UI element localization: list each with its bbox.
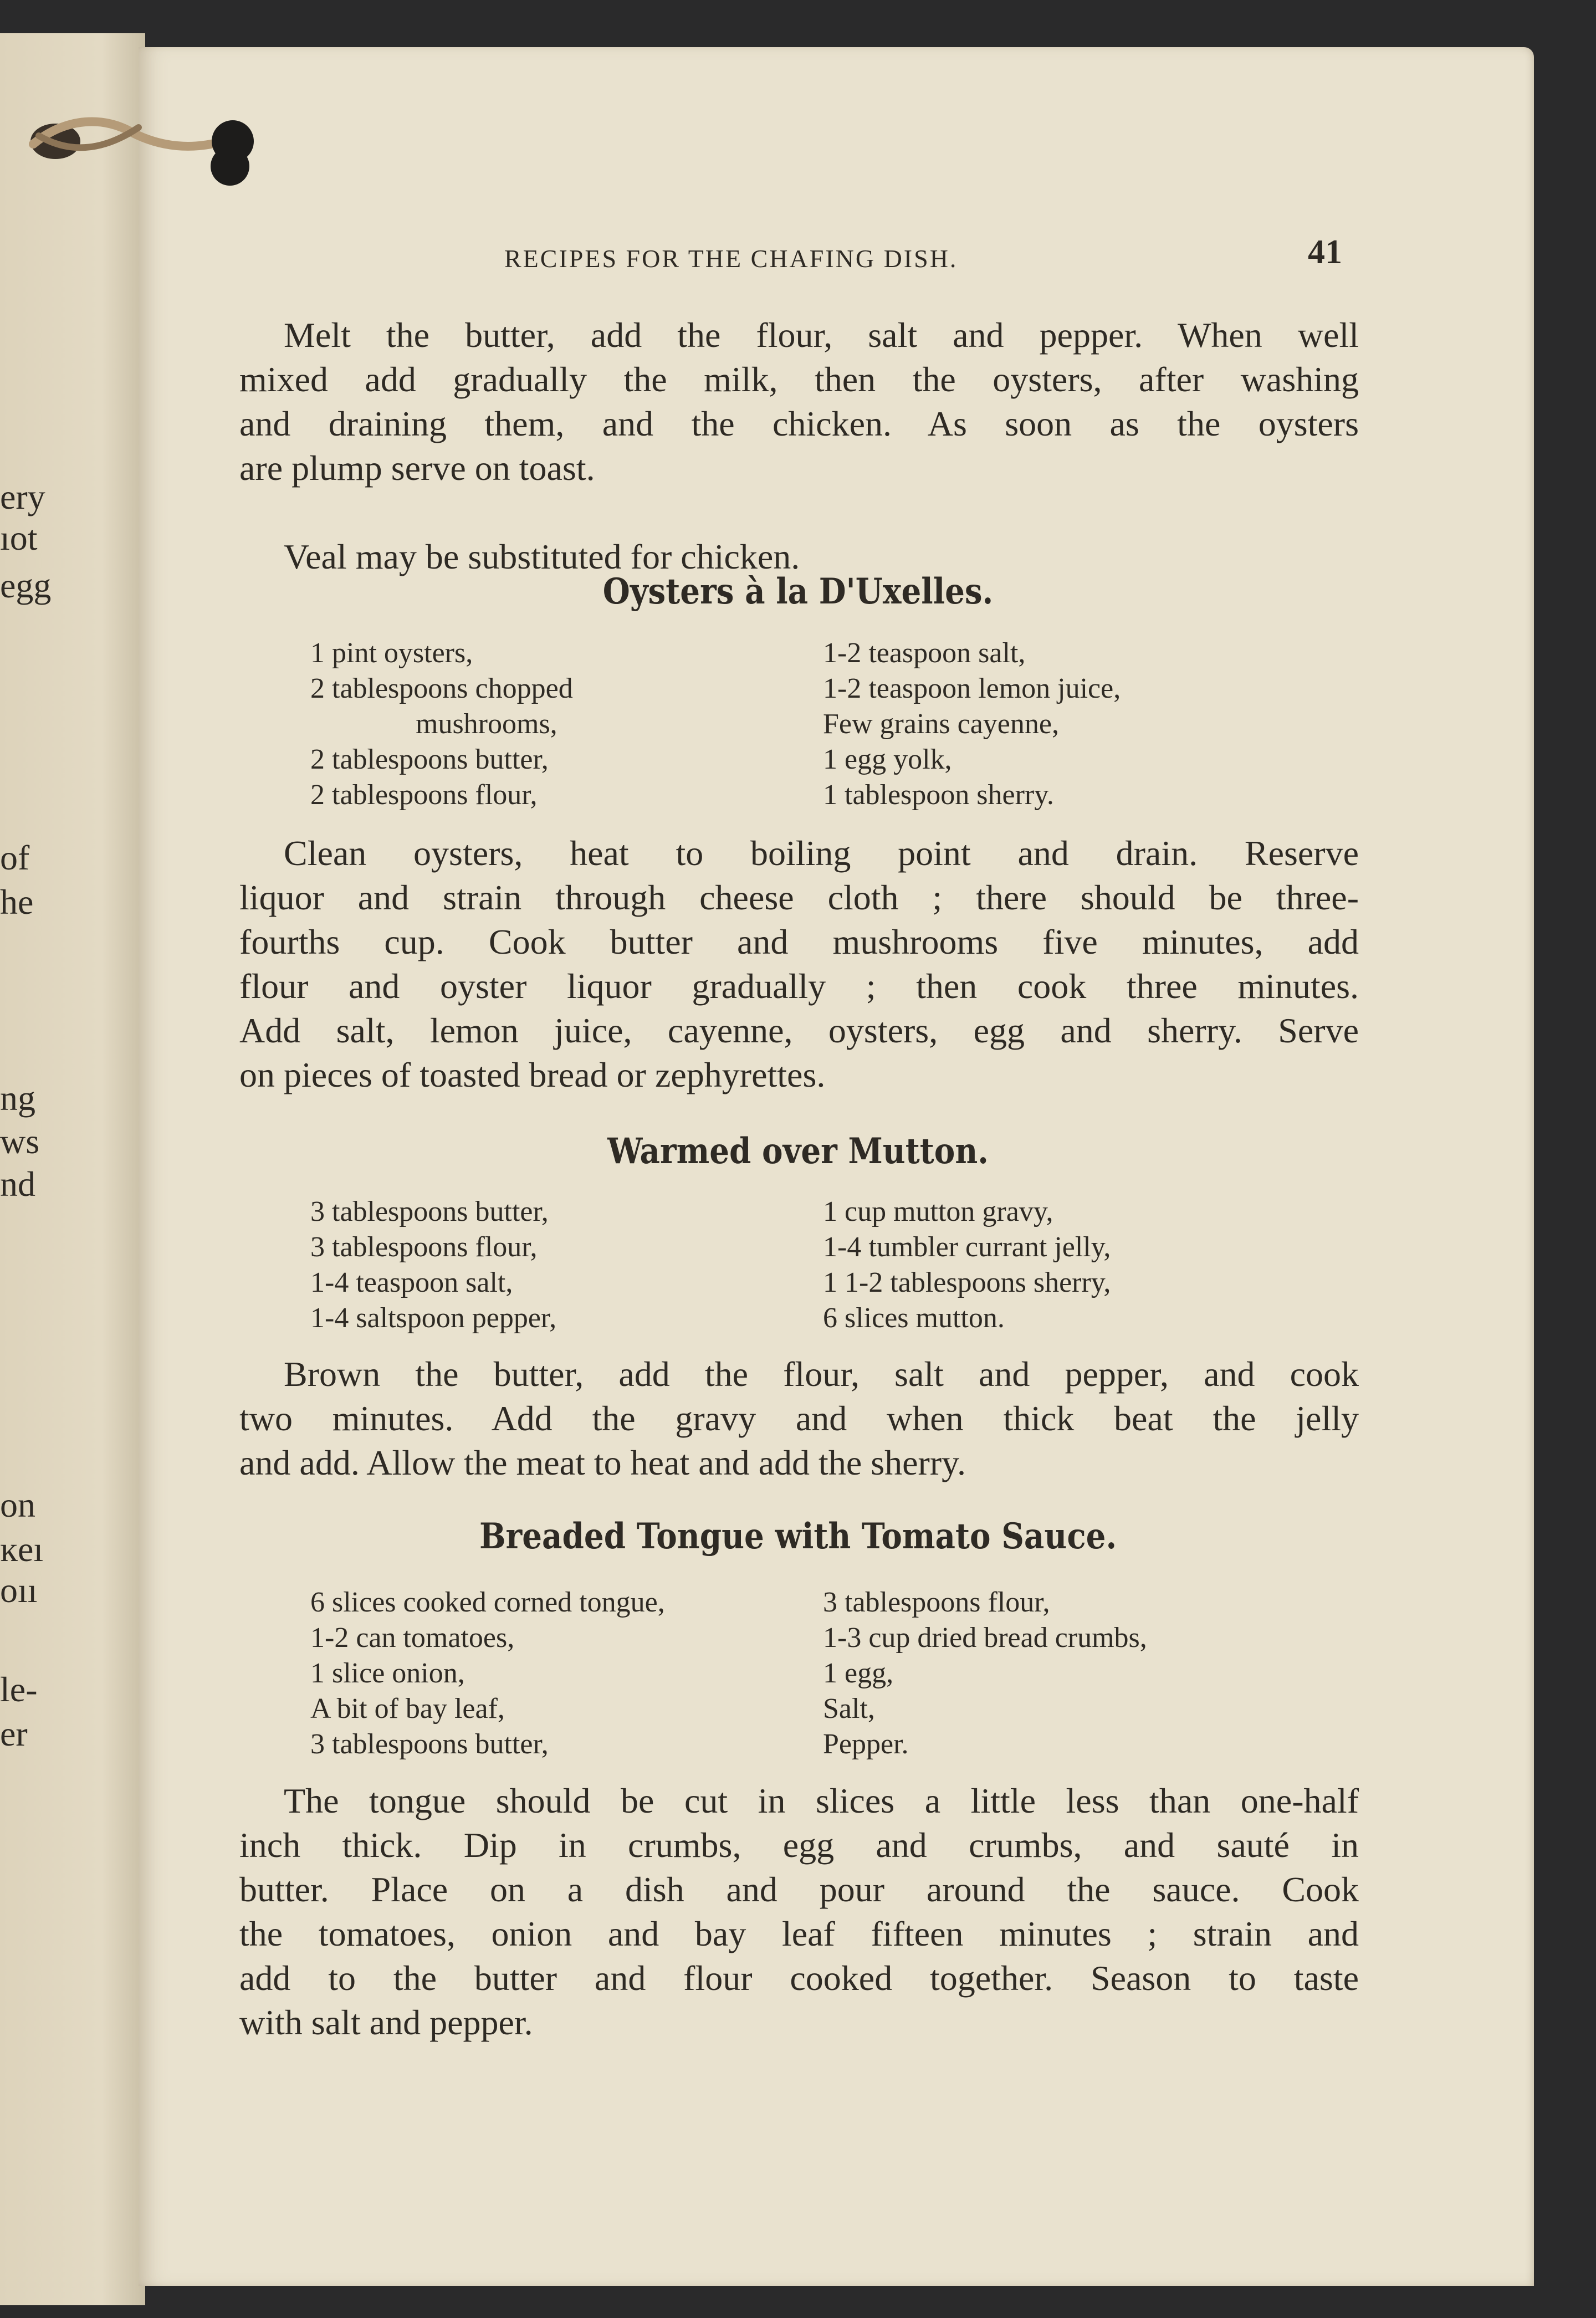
paragraph-line: are plump serve on toast.	[239, 448, 595, 488]
ingredient-item: 3 tablespoons butter,	[310, 1196, 549, 1227]
ingredient-item: 2 tablespoons chopped	[310, 673, 573, 704]
ingredient-item: Few grains cayenne,	[823, 708, 1059, 740]
ingredient-item: 3 tablespoons flour,	[823, 1587, 1050, 1618]
recipe-paragraph	[239, 313, 1359, 490]
ingredient-item: 1 cup mutton gravy,	[823, 1196, 1053, 1227]
ingredient-column-left	[310, 1194, 556, 1336]
ingredient-column-left	[310, 636, 573, 813]
paragraph-line: two minutes. Add the gravy and when thick beat the jelly	[239, 1399, 1359, 1438]
ingredient-item: Pepper.	[823, 1728, 909, 1760]
paragraph-line: with salt and pepper.	[239, 2003, 533, 2042]
ingredient-item: 1-4 tumbler currant jelly,	[823, 1231, 1111, 1263]
left-page-text-fragment: ıot	[0, 518, 38, 558]
left-page-text-fragment: he	[0, 882, 34, 922]
ingredient-item: 1 pint oysters,	[310, 637, 473, 669]
paragraph-line: fourths cup. Cook butter and mushrooms five minutes, add	[239, 922, 1359, 961]
left-page-text-fragment: of	[0, 837, 30, 877]
ingredient-item: 1-4 teaspoon salt,	[310, 1267, 513, 1298]
recipe-paragraph	[239, 1779, 1359, 2045]
ingredient-item: 1-4 saltspoon pepper,	[310, 1302, 557, 1334]
paragraph-line: liquor and strain through cheese cloth ; there should be three-	[239, 878, 1359, 917]
ingredient-item: 1 tablespoon sherry.	[823, 779, 1054, 811]
left-page-text-fragment: er	[0, 1714, 28, 1754]
paragraph-line: Brown the butter, add the flour, salt and pepper, and cook	[284, 1354, 1359, 1394]
ingredient-item: mushrooms,	[416, 708, 557, 740]
recipe-paragraph	[239, 831, 1359, 1097]
left-page-text-fragment: ĸeı	[0, 1529, 44, 1569]
paragraph-line: mixed add gradually the milk, then the oysters, after washing	[239, 360, 1359, 399]
paragraph-line: the tomatoes, onion and bay leaf fifteen minutes ; strain and	[239, 1914, 1359, 1953]
left-page-text-fragment: le-	[0, 1670, 38, 1710]
ingredient-item: 1 egg yolk,	[823, 744, 952, 775]
ingredient-item: 1-3 cup dried bread crumbs,	[823, 1622, 1147, 1654]
page-number: 41	[1308, 233, 1342, 271]
ingredient-item: 6 slices mutton.	[823, 1302, 1005, 1334]
ingredient-item: 1 1-2 tablespoons sherry,	[823, 1267, 1111, 1298]
ingredient-item: 1-2 teaspoon lemon juice,	[823, 673, 1121, 704]
ingredient-item: 3 tablespoons flour,	[310, 1231, 538, 1263]
left-page-text-fragment: oıı	[0, 1570, 38, 1610]
ingredient-item: 1-2 can tomatoes,	[310, 1622, 515, 1654]
paragraph-line: and draining them, and the chicken. As soon as the oysters	[239, 404, 1359, 443]
paragraph-line: and add. Allow the meat to heat and add the sherry.	[239, 1443, 966, 1482]
left-page-text-fragment: ery	[0, 477, 45, 516]
recipe-title: Warmed over Mutton.	[607, 1130, 989, 1172]
ingredient-item: 1 slice onion,	[310, 1657, 465, 1689]
ingredient-item: 2 tablespoons flour,	[310, 779, 538, 811]
paragraph-line: Add salt, lemon juice, cayenne, oysters, egg and sherry. Serve	[239, 1011, 1359, 1050]
left-page-text-fragment: ws	[0, 1121, 40, 1161]
paragraph-line: Veal may be substituted for chicken.	[284, 537, 800, 576]
ingredient-item: 2 tablespoons butter,	[310, 744, 549, 775]
paragraph-line: flour and oyster liquor gradually ; then cook three minutes.	[239, 966, 1359, 1006]
recipe-title: Oysters à la D'Uxelles.	[602, 571, 994, 612]
ingredient-column-right	[823, 1585, 1147, 1762]
ingredient-item: 6 slices cooked corned tongue,	[310, 1587, 665, 1618]
ingredient-column-right	[823, 1194, 1111, 1336]
paragraph-line: Clean oysters, heat to boiling point and drain. Reserve	[284, 833, 1359, 873]
paragraph-line: butter. Place on a dish and pour around the sauce. Cook	[239, 1870, 1359, 1909]
paragraph-line: on pieces of toasted bread or zephyrettes.	[239, 1055, 826, 1094]
ingredient-item: 1-2 teaspoon salt,	[823, 637, 1026, 669]
binding-cord-icon	[22, 94, 255, 183]
running-title: RECIPES FOR THE CHAFING DISH.	[504, 244, 958, 273]
left-page-text-fragment: on	[0, 1485, 35, 1524]
left-page-text-fragment: nd	[0, 1164, 35, 1204]
ingredient-item: 3 tablespoons butter,	[310, 1728, 549, 1760]
ingredient-item: Salt,	[823, 1693, 875, 1725]
ingredient-column-right	[823, 636, 1121, 813]
ingredient-column-left	[310, 1585, 665, 1762]
recipe-paragraph	[239, 1352, 1359, 1485]
recipe-title: Breaded Tongue with Tomato Sauce.	[479, 1516, 1117, 1557]
paragraph-line: The tongue should be cut in slices a little less than one-half	[284, 1781, 1359, 1820]
paragraph-line: add to the butter and flour cooked together. Season to taste	[239, 1958, 1359, 1998]
ingredient-item: 1 egg,	[823, 1657, 894, 1689]
paragraph-line: Melt the butter, add the flour, salt and pepper. When well	[284, 315, 1359, 355]
ingredient-item: A bit of bay leaf,	[310, 1693, 505, 1725]
left-page-text-fragment: egg	[0, 565, 52, 605]
paragraph-line: inch thick. Dip in crumbs, egg and crumbs, and sauté in	[239, 1825, 1359, 1865]
left-page-text-fragment: ng	[0, 1078, 35, 1118]
